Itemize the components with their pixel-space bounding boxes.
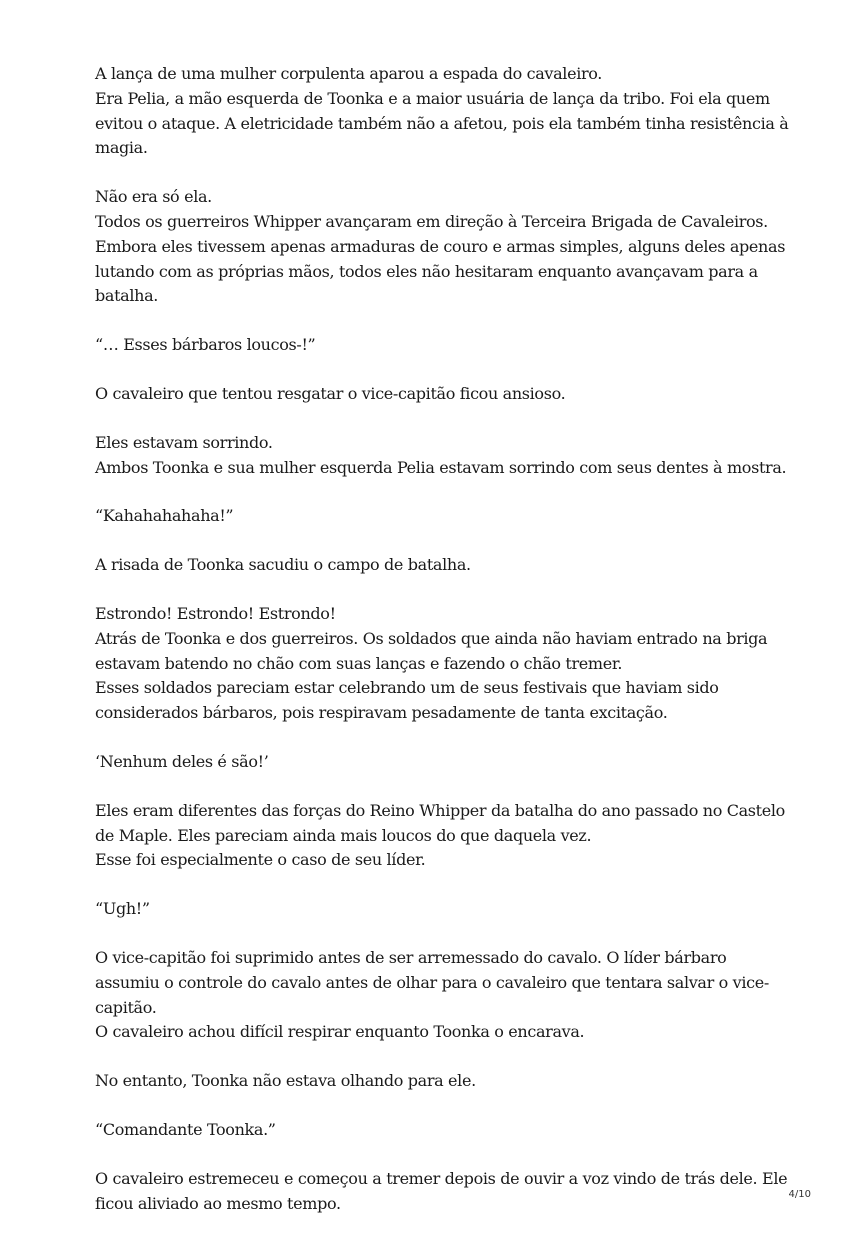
page-number: 4/10 <box>788 1189 811 1200</box>
paragraph <box>95 1167 795 1217</box>
text-line: Eles eram diferentes das forças do Reino Whipper da batalha do ano passado no Castelo <box>95 800 785 820</box>
text-line: Esses soldados pareciam estar celebrando um de seus festivais que haviam sido <box>95 678 719 698</box>
text-line: assumiu o controle do cavalo antes de olhar para o cavaleiro que tentara salvar o vice- <box>95 972 769 992</box>
text-line: Ambos Toonka e sua mulher esquerda Pelia estavam sorrindo com seus dentes à mostra. <box>95 457 787 477</box>
text-line: Eles estavam sorrindo. <box>95 432 273 452</box>
text-line: Embora eles tivessem apenas armaduras de couro e armas simples, alguns deles apenas <box>95 236 786 256</box>
text-line: considerados bárbaros, pois respiravam pesadamente de tanta excitação. <box>95 703 668 723</box>
text-line: “Comandante Toonka.” <box>95 1119 276 1139</box>
text-line: O cavaleiro estremeceu e começou a tremer depois de ouvir a voz vindo de trás dele. Ele <box>95 1168 788 1188</box>
paragraph <box>95 504 795 529</box>
text-line: No entanto, Toonka não estava olhando para ele. <box>95 1071 476 1091</box>
text-line: Não era só ela. <box>95 187 212 207</box>
text-line: de Maple. Eles pareciam ainda mais loucos do que daquela vez. <box>95 825 592 845</box>
text-line: lutando com as próprias mãos, todos eles não hesitaram enquanto avançavam para a <box>95 261 758 281</box>
paragraph <box>95 946 795 1045</box>
paragraph <box>95 1118 795 1143</box>
paragraph <box>95 750 795 775</box>
text-line: O cavaleiro que tentou resgatar o vice-capitão ficou ansioso. <box>95 383 566 403</box>
text-line: estavam batendo no chão com suas lanças e fazendo o chão tremer. <box>95 653 623 673</box>
text-line: “Kahahahahaha!” <box>95 506 234 526</box>
text-line: Estrondo! Estrondo! Estrondo! <box>95 603 336 623</box>
paragraph <box>95 382 795 407</box>
text-line: “Ugh!” <box>95 899 150 919</box>
text-line: “… Esses bárbaros loucos-!” <box>95 335 316 355</box>
paragraph <box>95 333 795 358</box>
paragraph <box>95 799 795 873</box>
text-line: magia. <box>95 138 148 158</box>
text-line: O cavaleiro achou difícil respirar enquanto Toonka o encarava. <box>95 1022 585 1042</box>
text-line: Esse foi especialmente o caso de seu líder. <box>95 850 426 870</box>
paragraph <box>95 553 795 578</box>
paragraph <box>95 185 795 309</box>
paragraph <box>95 62 795 161</box>
text-line: Todos os guerreiros Whipper avançaram em direção à Terceira Brigada de Cavaleiros. <box>95 211 768 231</box>
text-line: A lança de uma mulher corpulenta aparou a espada do cavaleiro. <box>95 64 602 83</box>
paragraph <box>95 602 795 726</box>
paragraph <box>95 1069 795 1094</box>
paragraph <box>95 431 795 481</box>
text-line: batalha. <box>95 286 158 306</box>
text-line: evitou o ataque. A eletricidade também não a afetou, pois ela também tinha resistência à <box>95 113 789 133</box>
text-line: ‘Nenhum deles é são!’ <box>95 751 269 771</box>
text-line: Era Pelia, a mão esquerda de Toonka e a maior usuária de lança da tribo. Foi ela quem <box>95 88 770 108</box>
text-line: ficou aliviado ao mesmo tempo. <box>95 1193 341 1213</box>
text-line: Atrás de Toonka e dos guerreiros. Os soldados que ainda não haviam entrado na briga <box>95 628 768 648</box>
text-line: capitão. <box>95 997 157 1017</box>
paragraph <box>95 897 795 922</box>
text-line: O vice-capitão foi suprimido antes de ser arremessado do cavalo. O líder bárbaro <box>95 947 727 967</box>
text-line: A risada de Toonka sacudiu o campo de batalha. <box>95 555 471 575</box>
document-body <box>95 62 795 1240</box>
